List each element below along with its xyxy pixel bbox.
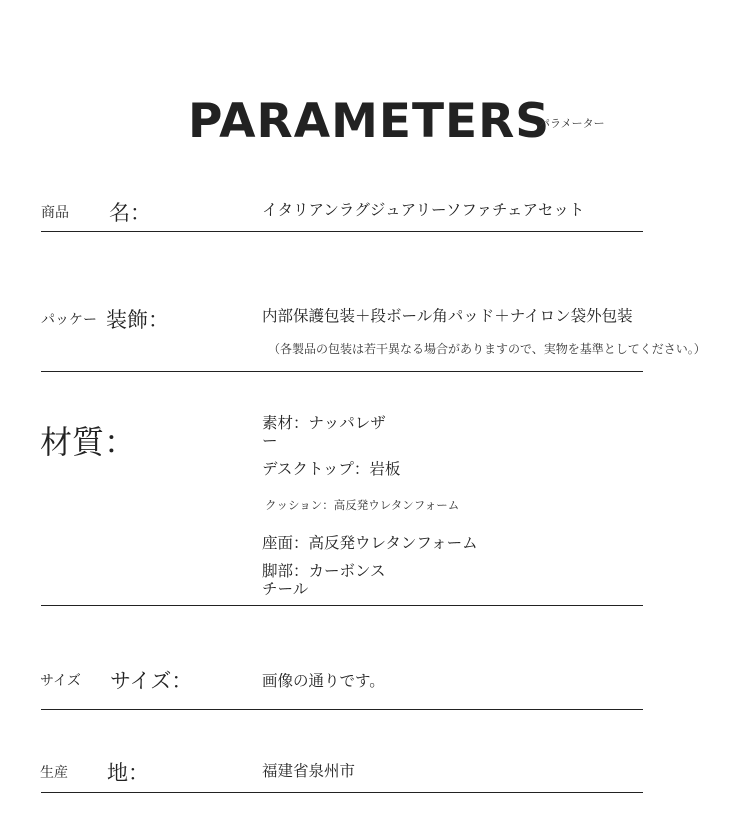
page-subtitle: パラメーター [539,117,605,130]
divider [41,605,643,606]
package-label: 装飾： [106,308,169,332]
package-value: 内部保護包装＋段ボール角パッド＋ナイロン袋外包装 [262,307,633,325]
divider [41,709,643,710]
product-name-label: 名： [109,201,151,225]
product-name-label-small: 商品 [41,205,69,221]
material-label: 材質： [40,423,137,461]
size-label: サイズ： [110,669,193,693]
material-item-seat: 座面：高反発ウレタンフォーム [262,534,478,552]
material-item-cushion: クッション：高反発ウレタンフォーム [265,498,460,512]
divider [41,371,643,372]
material-item-leather: 素材：ナッパレザー [262,414,386,450]
size-label-small: サイズ [40,673,81,689]
page-title: PARAMETERS [188,94,551,149]
divider [41,231,257,232]
package-note: （各製品の包装は若干異なる場合がありますので、実物を基準としてください。） [268,342,706,356]
size-value: 画像の通りです。 [262,672,385,690]
package-label-small: パッケー [41,312,97,328]
origin-label-small: 生産 [40,765,68,781]
product-name-value: イタリアンラグジュアリーソファチェアセット [262,201,585,219]
material-item-desktop: デスクトップ：岩板 [262,460,401,478]
origin-label: 地： [107,761,149,785]
divider [257,231,643,232]
material-item-legs: 脚部：カーボンスチール [262,562,386,598]
origin-value: 福建省泉州市 [262,762,356,780]
divider [41,792,643,793]
